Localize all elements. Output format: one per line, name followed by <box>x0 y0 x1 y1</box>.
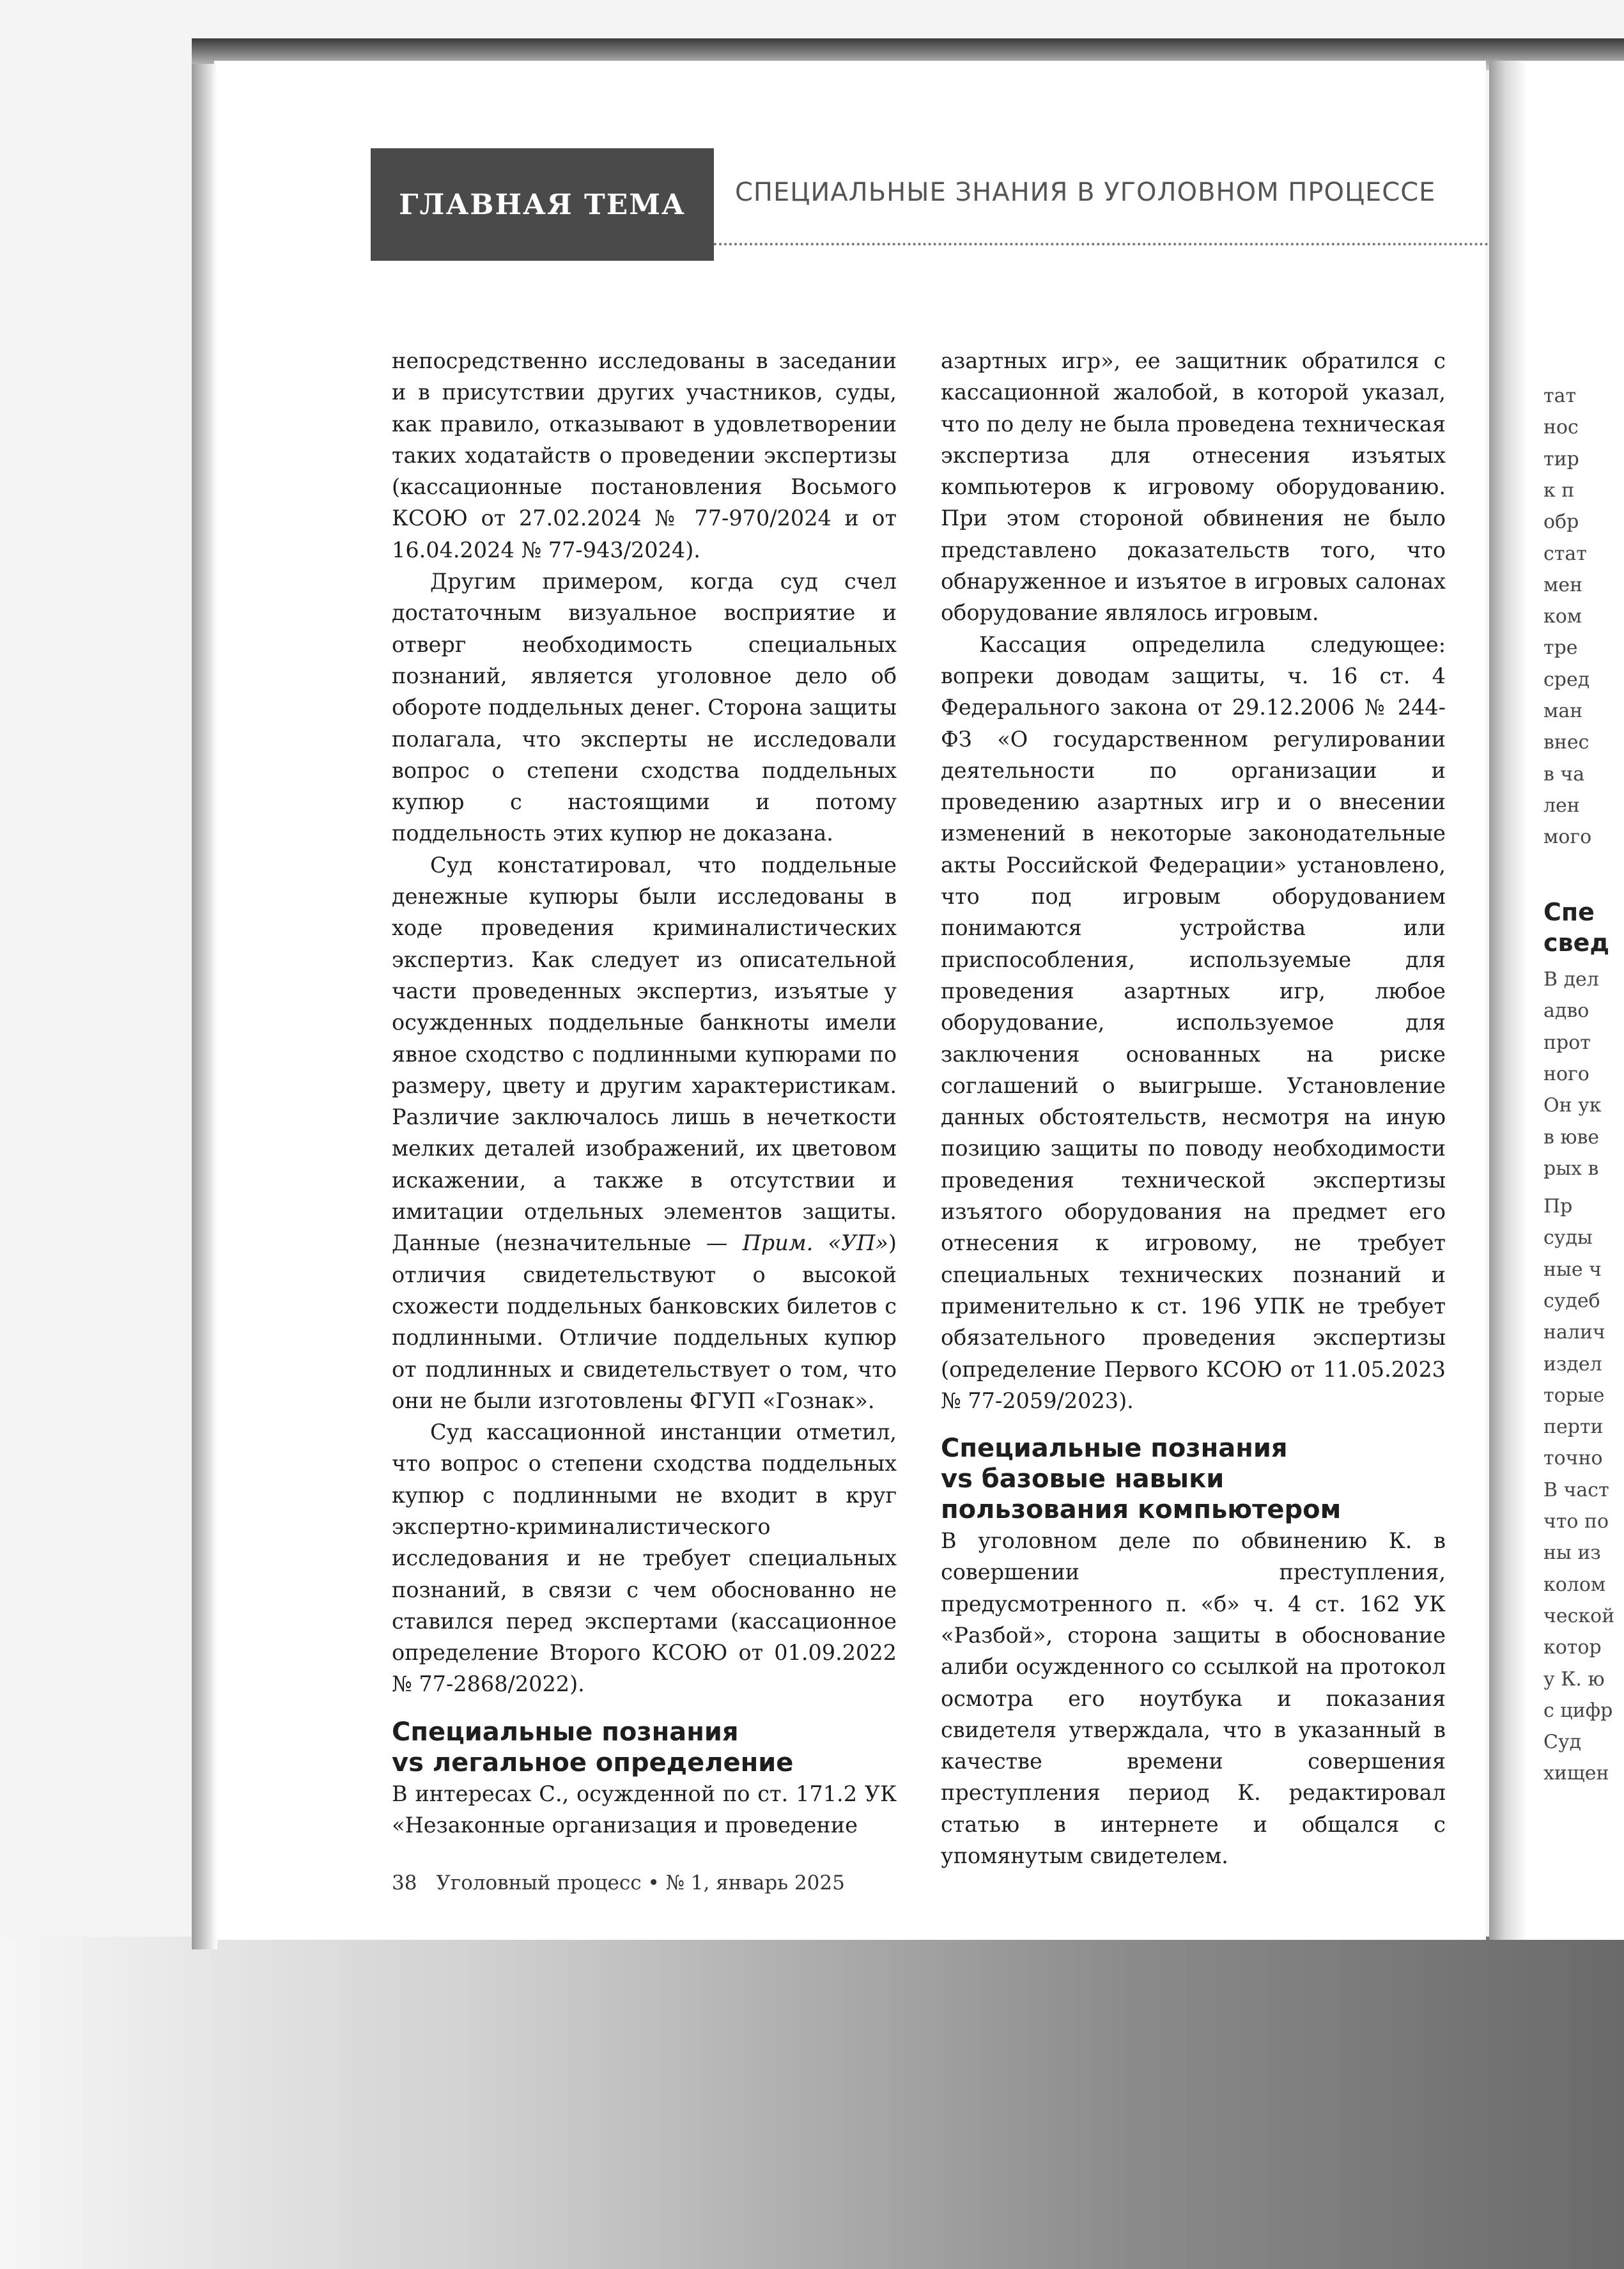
paragraph: Кассация определила следующее: вопреки доводам защиты, ч. 16 ст. 4 Федерального закона от 29.12.2006 № 244-ФЗ «О государственном регулировании деятельности по организации и проведению азартных игр и о внесении изменений в некоторые законодательные акты Российской Федерации» установлено, что под игровым оборудованием понимаются устройства или приспособления, используемые для проведения азартных игр, любое оборудование, используемое для заключения основанных на риске соглашений о выигрыше. Установление данных обстоятельств, несмотря на иную позицию защиты по поводу необходимости проведения технической экспертизы изъятого оборудования на предмет его отнесения к игровому, не требует специальных технических познаний и применительно к ст. 196 УПК не требует обязательного проведения экспертизы (определение Первого КСОЮ от 11.05.2023 № 77-2059/2023). <box>941 631 1446 1413</box>
next-page-line-fragment: перти <box>1543 1416 1604 1439</box>
next-page-line-fragment: ческой <box>1543 1604 1615 1627</box>
page-number: 38 <box>392 1871 417 1894</box>
next-page-line-fragment: стат <box>1543 542 1587 565</box>
page-left-edge <box>192 64 217 1949</box>
next-page-line-fragment: что по <box>1543 1510 1609 1533</box>
next-page-line-fragment: адво <box>1543 1000 1589 1023</box>
next-page-line-fragment: колом <box>1543 1573 1606 1596</box>
next-page-line-fragment: в юве <box>1543 1126 1600 1149</box>
paragraph: азартных игр», ее защитник обратился с кассационной жалобой, в которой указал, что по делу не была проведена техническая экспертиза для отнесения изъятых компьютеров к игровому оборудованию. При этом стороной обвинения не было представлено доказательств того, что обнаруженное и изъятое в игровых салонах оборудование являлось игровым. <box>941 348 1446 626</box>
paragraph <box>392 849 897 1416</box>
next-page-line-fragment: лен <box>1543 794 1580 817</box>
next-page-line-fragment: ны из <box>1543 1542 1601 1565</box>
next-page-line-fragment: налич <box>1543 1321 1605 1344</box>
publication-info: Уголовный процесс • № 1, январь 2025 <box>436 1871 845 1894</box>
next-page-heading-fragment: свед <box>1543 929 1610 957</box>
subheading-line: vs базовые навыки <box>941 1464 1225 1494</box>
next-page-line-fragment: рых в <box>1543 1157 1599 1180</box>
paragraph-text: ) отличия свидетельствуют о высокой схожести поддельных банковских билетов с подлинными. Отличие поддельных купюр от подлинных и свидетельствует о том, что они не были изготовлены ФГУП «Гознак». <box>392 1230 897 1413</box>
next-page-line-fragment: торые <box>1543 1384 1605 1407</box>
next-page-line-fragment: суды <box>1543 1227 1593 1250</box>
next-page-line-fragment: Он ук <box>1543 1094 1602 1117</box>
right-column <box>941 345 1446 1871</box>
next-page-line-fragment: прот <box>1543 1031 1591 1054</box>
next-page-line-fragment: котор <box>1543 1636 1602 1659</box>
next-page-line-fragment: ного <box>1543 1062 1589 1085</box>
next-page-line-fragment: мен <box>1543 573 1583 596</box>
scan-bottom-edge <box>0 1937 1624 2269</box>
next-page-line-fragment: обр <box>1543 511 1579 534</box>
page-footer <box>392 1871 845 1894</box>
next-page-line-fragment: с цифр <box>1543 1699 1613 1722</box>
paragraph: Суд кассационной инстанции отметил, что вопрос о степени сходства поддельных купюр с подлинными не входит в круг экспертно-криминалистического исследования и не требует специальных познаний, в связи с чем обоснованно не ставился перед экспертами (кассационное определение Второго КСОЮ от 01.09.2022 № 77-2868/2022). <box>392 1420 897 1697</box>
next-page-line-fragment: В част <box>1543 1478 1609 1501</box>
next-page-heading-fragment: Спе <box>1543 898 1595 926</box>
next-page-line-fragment: мого <box>1543 826 1592 849</box>
next-page-line-fragment: Пр <box>1543 1195 1573 1218</box>
paragraph: Другим примером, когда суд счел достаточным визуальное восприятие и отверг необходимость специальных познаний, является уголовное дело об обороте поддельных денег. Сторона защиты полагала, что эксперты не исследовали вопрос о степени сходства поддельных купюр с настоящими и потому поддельность этих купюр не доказана. <box>392 569 897 846</box>
paragraph: В уголовном деле по обвинению К. в совершении преступления, предусмотренного п. «б» ч. 4 ст. 162 УК «Разбой», сторона защиты в обоснование алиби осужденного со ссылкой на протокол осмотра его ноутбука и показания свидетеля утверждала, что в указанный в качестве времени совершения преступления период К. редактировал статью в интернете и общался с упомянутым свидетелем. <box>941 1528 1446 1869</box>
next-page-line-fragment: Суд <box>1543 1731 1582 1754</box>
next-page-line-fragment: тир <box>1543 447 1579 470</box>
paragraph: непосредственно исследованы в заседании и в присутствии других участников, суды, как правило, отказывают в удовлетворении таких ходатайств о проведении экспертизы (кассационные постановления Восьмого КСОЮ от 27.02.2024 № 77-970/2024 и от 16.04.2024 № 77-943/2024). <box>392 348 897 562</box>
next-page-line-fragment: тат <box>1543 385 1577 407</box>
next-page-line-fragment: нос <box>1543 416 1579 439</box>
next-page-line-fragment: тре <box>1543 637 1578 660</box>
header-dotted-rule <box>714 243 1596 245</box>
paragraph: В интересах С., осужденной по ст. 171.2 УК «Незаконные организация и проведение <box>392 1781 897 1838</box>
next-page-line-fragment: сред <box>1543 668 1590 691</box>
left-column <box>392 345 897 1841</box>
next-page-line-fragment: В дел <box>1543 968 1599 991</box>
next-page-line-fragment: у К. ю <box>1543 1668 1605 1691</box>
next-page-line-fragment: хищен <box>1543 1762 1609 1785</box>
next-page-line-fragment: ные ч <box>1543 1258 1602 1281</box>
next-page-line-fragment: в ча <box>1543 763 1585 786</box>
next-page-line-fragment: ком <box>1543 605 1582 628</box>
subheading <box>392 1717 897 1778</box>
subheading-line: Специальные познания <box>392 1717 739 1747</box>
next-page-line-fragment: ман <box>1543 700 1583 722</box>
next-page-line-fragment: издел <box>1543 1352 1602 1375</box>
editor-note: Прим. «УП» <box>742 1230 888 1256</box>
section-title: ГЛАВНАЯ ТЕМА <box>399 188 686 221</box>
next-page-line-fragment: к п <box>1543 479 1575 502</box>
subheading-line: пользования компьютером <box>941 1495 1342 1525</box>
next-page-line-fragment: судеб <box>1543 1289 1600 1312</box>
subheading <box>941 1433 1446 1525</box>
subheading-line: Специальные познания <box>941 1434 1288 1464</box>
topic-title: СПЕЦИАЛЬНЫЕ ЗНАНИЯ В УГОЛОВНОМ ПРОЦЕССЕ <box>735 178 1436 207</box>
next-page-line-fragment: внес <box>1543 731 1589 754</box>
subheading-line: vs легальное определение <box>392 1747 794 1777</box>
next-page-line-fragment: точно <box>1543 1447 1603 1470</box>
paragraph-text: Суд констатировал, что поддельные денежные купюры были исследованы в ходе проведения криминалистических экспертиз. Как следует из описательной части проведенных экспертиз, изъятые у осужденных поддельные банкноты имели явное сходство с подлинными купюрами по размеру, цвету и другим характеристикам. Различие заключалось лишь в нечеткости мелких деталей изображений, их цветовом искажении, а также в отсутствии и имитации отдельных элементов защиты. Данные (незначительные — <box>392 852 897 1256</box>
